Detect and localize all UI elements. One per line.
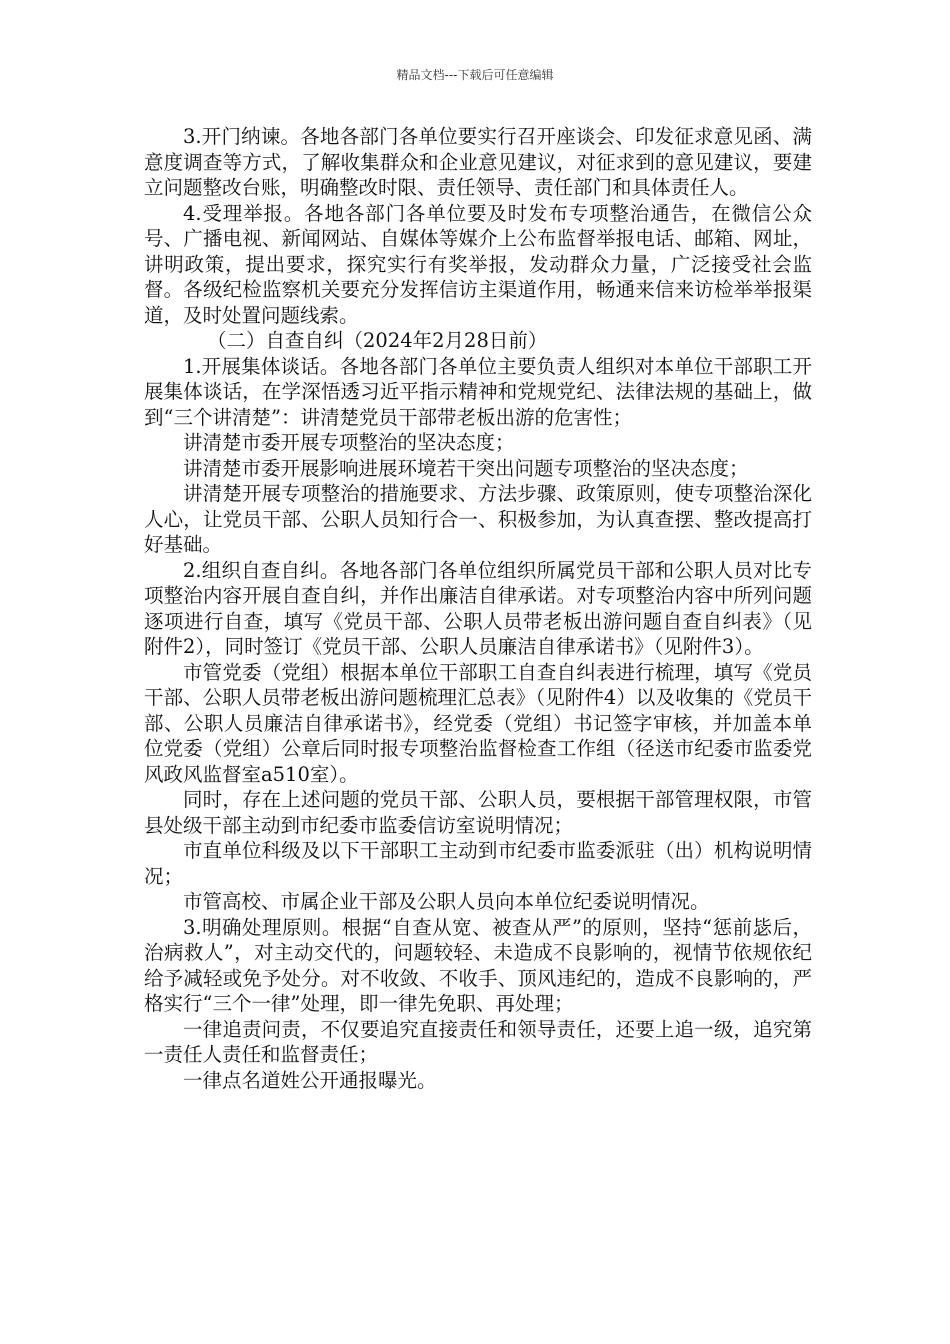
document-body: [144, 124, 812, 1093]
paragraph-clarify-1: 讲清楚市委开展专项整治的坚决态度；: [183, 431, 515, 454]
paragraph-accountability: 一律追责问责，不仅要追究直接责任和领导责任，还要上追一级，追究第一责任人责任和监督责任；: [144, 1017, 812, 1066]
paragraph-party-committee: 市管党委（党组）根据本单位干部职工自查自纠表进行梳理，填写《党员干部、公职人员带老板出游问题梳理汇总表》（见附件4）以及收集的《党员干部、公职人员廉洁自律承诺书》，经党委（党组）书记签字审核，并加盖本单位党委（党组）公章后同时报专项整治监督检查工作组（径送市纪委市监委党风政风监督室a510室）。: [144, 660, 812, 786]
page-header: 精品文档---下载后可任意编辑: [396, 68, 554, 82]
section-heading-self-check: （二）自查自纠（2024年2月28日前）: [207, 329, 548, 352]
paragraph-clarify-2: 讲清楚市委开展影响进展环境若干突出问题专项整治的坚决态度；: [183, 456, 749, 480]
paragraph-principles: 3.明确处理原则。根据“自查从宽、被查从严”的原则，坚持“惩前毖后，治病救人”，对主动交代的，问题较轻、未造成不良影响的，视情节依规依纪给予减轻或免予处分。对不收敛、不收手、顶风违纪的，造成不良影响的，严格实行“三个一律”处理，即一律先免职、再处理；: [144, 915, 812, 1015]
paragraph-accept-reports: 4.受理举报。各地各部门各单位要及时发布专项整治通告，在微信公众号、广播电视、新闻网站、自媒体等媒介上公布监督举报电话、邮箱、网址，讲明政策，提出要求，探究实行有奖举报，发动群众力量，广泛接受社会监督。各级纪检监察机关要充分发挥信访主渠道作用，畅通来信来访检举举报渠道，及时处置问题线索。: [144, 201, 812, 327]
paragraph-clarify-3: 讲清楚开展专项整治的措施要求、方法步骤、政策原则，使专项整治深化人心，让党员干部、公职人员知行合一、积极参加，为认真查摆、整改提高打好基础。: [144, 482, 812, 556]
paragraph-explain-2: 市直单位科级及以下干部职工主动到市纪委市监委派驻（出）机构说明情况；: [144, 839, 812, 888]
paragraph-group-talk: 1.开展集体谈话。各地各部门各单位主要负责人组织对本单位干部职工开展集体谈话，在学深悟透习近平指示精神和党规党纪、法律法规的基础上，做到“三个讲清楚”：讲清楚党员干部带老板出游的危害性；: [144, 354, 812, 429]
paragraph-public-notice: 一律点名道姓公开通报曝光。: [183, 1068, 437, 1092]
paragraph-self-check: 2.组织自查自纠。各地各部门各单位组织所属党员干部和公职人员对比专项整治内容开展自查自纠，并作出廉洁自律承诺。对专项整治内容中所列问题逐项进行自查，填写《党员干部、公职人员带老板出游问题自查自纠表》（见附件2），同时签订《党员干部、公职人员廉洁自律承诺书》（见附件3）。: [144, 558, 812, 658]
paragraph-explain-3: 市管高校、市属企业干部及公职人员向本单位纪委说明情况。: [183, 890, 710, 913]
paragraph-open-door: 3.开门纳谏。各地各部门各单位要实行召开座谈会、印发征求意见函、满意度调查等方式，了解收集群众和企业意见建议，对征求到的意见建议，要建立问题整改台账，明确整改时限、责任领导、责任部门和具体责任人。: [144, 125, 812, 199]
paragraph-explain-1: 同时，存在上述问题的党员干部、公职人员，要根据干部管理权限，市管县处级干部主动到市纪委市监委信访室说明情况；: [144, 788, 812, 837]
